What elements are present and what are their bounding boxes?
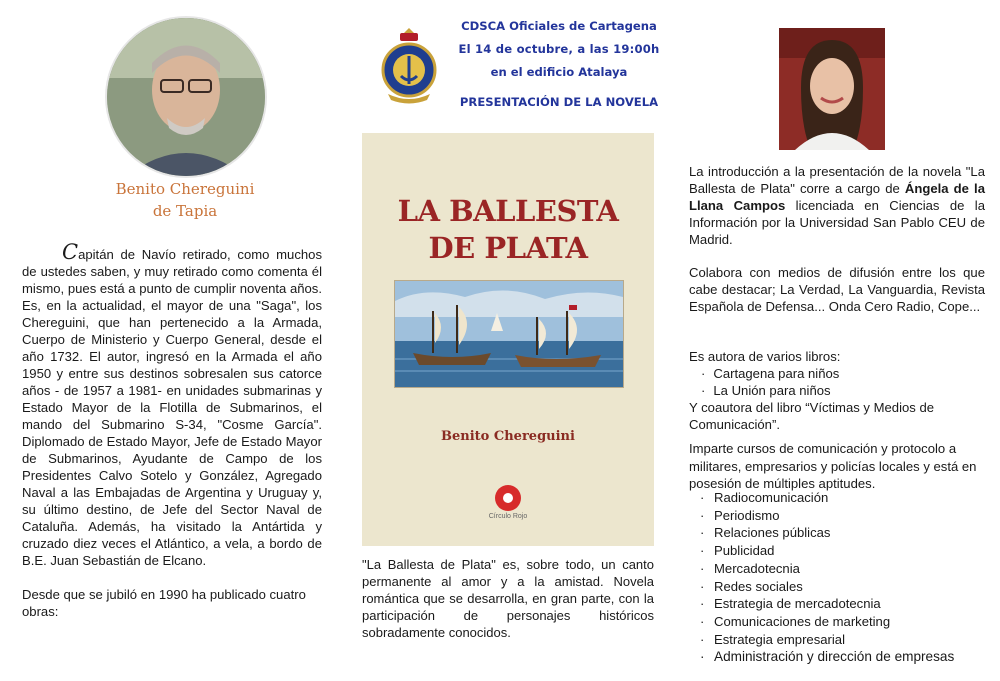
biography-dropcap: C	[62, 240, 79, 264]
naval-club-emblem	[378, 24, 440, 106]
book-item: · Cartagena para niños	[689, 365, 985, 382]
biography-paragraph	[22, 240, 322, 569]
author-name	[60, 178, 310, 222]
presenter-media-collaborations: Colabora con medios de difusión entre los que cabe destacar; La Verdad, La Vanguardia, Revista Española de Defensa... Onda Cero Radio, Cope...	[689, 265, 985, 314]
presenter-name: Ángela de la Llana Campos	[689, 181, 985, 213]
aptitude-item: · Radiocomunicación	[700, 489, 990, 507]
biography-text: apitán de Navío retirado, como muchos de ustedes saben, y muy retirado como comenta él mismo, pues está a punto de cumplir noventa años. Es, en la actualidad, el mayor de una "Saga", los Chereguini, que han pertenecido a la Armada, Cuerpo de Ministerio y Cuerpo General, desde el año 1732. El autor, ingresó en la Armada el año 1950 y entre sus destinos sobresalen sus catorce años - de 1957 a 1981- en unidades submarinas y Estado Mayor de la Flotilla de Submarinos, el mando del Submarino S-34, "Cosme García". Diplomado de Estado Mayor, Jefe de Estado Mayor de Submarinos, Ayudante de Campo de los Presidentes Calvo Sotelo y González, Agregado Naval a las Embajadas de Argentina y Uruguay y, su último destino, de Jefe del Sector Naval de Cataluña. Además, ha visitado la Antártida y cruzado diez veces el Atlántico, a vela, a bordo de B.E. Juan Sebastián de Elcano.	[22, 247, 322, 568]
event-venue: en el edificio Atalaya	[490, 65, 628, 79]
intro-text-after: licenciada en Ciencias de la Información por la Universidad San Pablo CEU de Madrid.	[689, 198, 985, 247]
presenter-intro	[689, 163, 985, 248]
book-item: · La Unión para niños	[689, 382, 985, 399]
cover-ship-painting	[394, 280, 624, 388]
aptitude-item: · Estrategia empresarial	[700, 631, 990, 649]
event-date: El 14 de octubre, a las 19:00h	[458, 42, 660, 56]
club-name: CDSCA Oficiales de Cartagena	[461, 19, 657, 33]
publisher-name: Círculo Rojo	[488, 513, 528, 520]
book-author: Benito Chereguini	[441, 429, 575, 444]
presenter-books	[689, 348, 985, 433]
aptitude-item: · Periodismo	[700, 507, 990, 525]
aptitude-item: · Relaciones públicas	[700, 524, 990, 542]
aptitude-item: · Administración y dirección de empresas	[700, 648, 990, 666]
book-cover	[362, 133, 654, 546]
coauthor-note: Y coautora del libro “Víctimas y Medios de Comunicación”.	[689, 400, 935, 432]
aptitude-item: · Estrategia de mercadotecnia	[700, 595, 990, 613]
author-name-line1: Benito Chereguini	[115, 180, 255, 198]
author-name-line2: de Tapia	[152, 202, 218, 220]
retirement-paragraph: Desde que se jubiló en 1990 ha publicado cuatro obras:	[22, 587, 306, 619]
book-title-line2: DE PLATA	[428, 231, 588, 265]
publisher-logo	[480, 485, 536, 520]
aptitude-item: · Publicidad	[700, 542, 990, 560]
event-header	[448, 15, 670, 114]
aptitude-item: · Redes sociales	[700, 578, 990, 596]
books-intro: Es autora de varios libros:	[689, 349, 841, 364]
author-biography	[22, 240, 322, 620]
aptitude-item: · Comunicaciones de marketing	[700, 613, 990, 631]
book-title-line1: LA BALLESTA	[397, 194, 619, 228]
intro-text-before: La introducción a la presentación de la novela "La Ballesta de Plata" corre a cargo de	[689, 164, 985, 196]
author-portrait-photo	[105, 16, 267, 178]
publisher-logo-icon	[495, 485, 521, 511]
presenter-portrait-photo	[779, 28, 885, 150]
aptitude-item: · Mercadotecnia	[700, 560, 990, 578]
book-synopsis: "La Ballesta de Plata" es, sobre todo, un canto permanente al amor y a la amistad. Novela romántica que se desarrolla, en gran parte, con la participación de personajes históricos sobradamente conocidos.	[362, 557, 654, 640]
event-title: PRESENTACIÓN DE LA NOVELA	[459, 95, 659, 109]
book-title	[362, 193, 654, 267]
presenter-courses: Imparte cursos de comunicación y protocolo a militares, empresarios y policías locales y está en posesión de múltiples aptitudes.	[689, 441, 977, 491]
aptitudes-list	[700, 489, 990, 666]
